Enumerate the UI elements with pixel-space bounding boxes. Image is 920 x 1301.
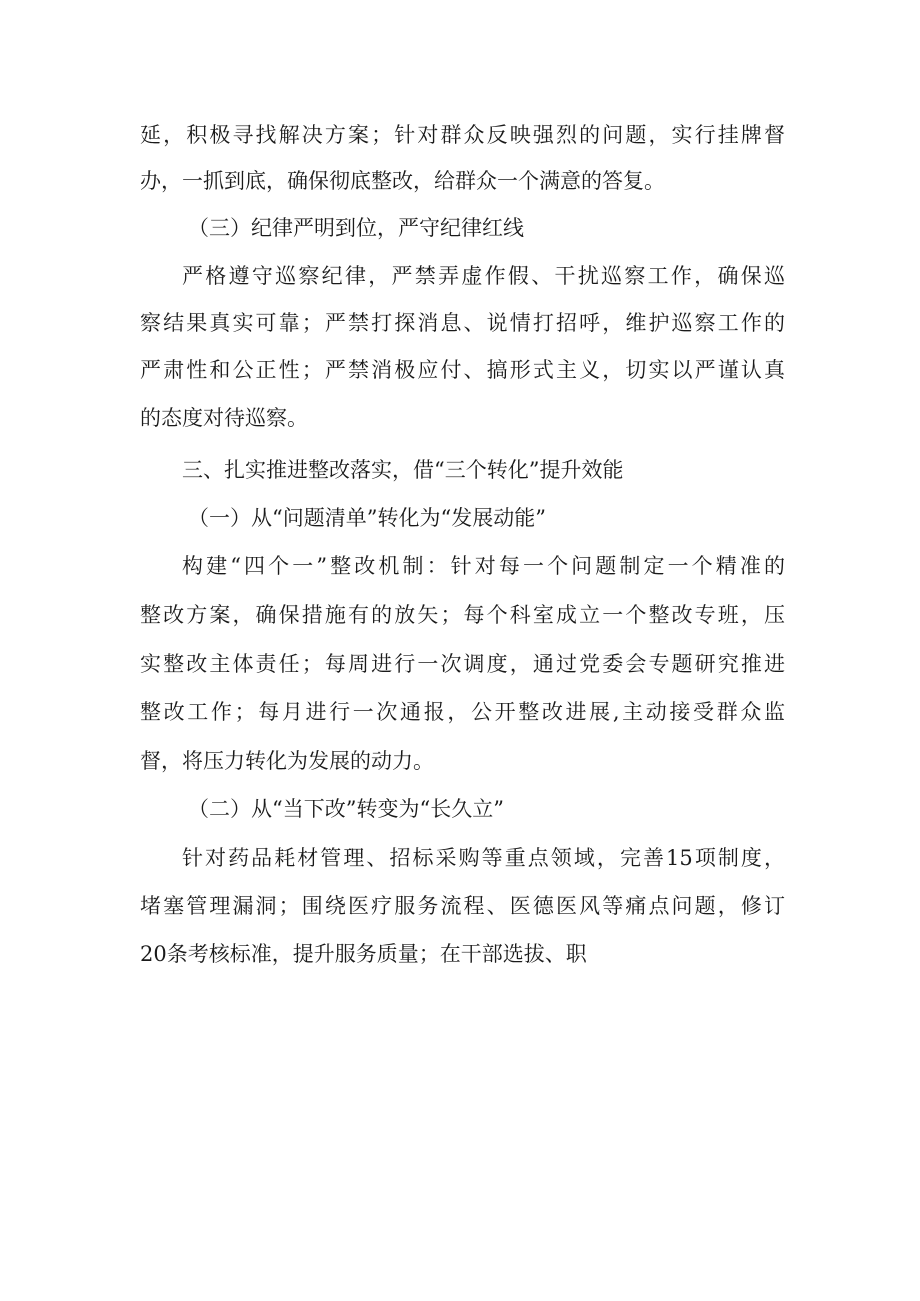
text-line-7: 的态度对待巡察。 (140, 406, 308, 430)
text-line-2: 办，一抓到底，确保彻底整改，给群众一个满意的答复。 (140, 169, 665, 193)
text-line-18: 20条考核标准，提升服务质量；在干部选拔、职 (140, 942, 587, 966)
text-line-11: 整改方案，确保措施有的放矢；每个科室成立一个整改专班，压 (140, 603, 785, 627)
section-heading-3: （三）纪律严明到位，严守纪律红线 (188, 216, 524, 240)
text-line-1: 延，积极寻找解决方案；针对群众反映强烈的问题，实行挂牌督 (140, 123, 785, 147)
text-line-6: 严肃性和公正性；严禁消极应付、搞形式主义，切实以严谨认真 (140, 358, 785, 382)
text-line-14: 督，将压力转化为发展的动力。 (140, 749, 434, 773)
text-line-17: 堵塞管理漏洞；围绕医疗服务流程、医德医风等痛点问题，修订 (140, 894, 785, 918)
text-line-4: 严格遵守巡察纪律，严禁弄虚作假、干扰巡察工作，确保巡 (182, 264, 785, 288)
section-heading-2: （二）从“当下改”转变为“长久立” (188, 797, 504, 821)
text-line-13: 整改工作；每月进行一次通报，公开整改进展,主动接受群众监 (140, 700, 785, 724)
chapter-heading-3: 三、扎实推进整改落实，借“三个转化”提升效能 (182, 458, 624, 482)
text-line-5: 察结果真实可靠；严禁打探消息、说情打招呼，维护巡察工作的 (140, 311, 785, 335)
text-line-16: 针对药品耗材管理、招标采购等重点领域，完善15项制度， (182, 846, 785, 870)
text-line-10: 构建“四个一”整改机制：针对每一个问题制定一个精准的 (182, 554, 785, 578)
text-line-12: 实整改主体责任；每周进行一次调度，通过党委会专题研究推进 (140, 652, 785, 676)
section-heading-1: （一）从“问题清单”转化为“发展动能” (188, 506, 546, 530)
